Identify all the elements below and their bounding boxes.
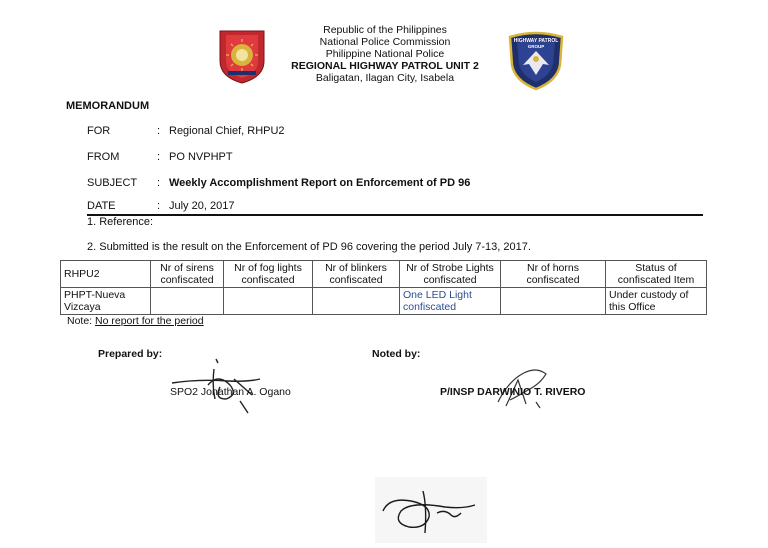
divider-rule bbox=[87, 214, 703, 216]
logo-text-bottom: GROUP bbox=[527, 44, 545, 49]
table-header-row bbox=[61, 261, 707, 288]
field-label: FROM bbox=[87, 151, 120, 163]
letterhead-line-unit: REGIONAL HIGHWAY PATROL UNIT 2 bbox=[291, 60, 479, 72]
field-value: Weekly Accomplishment Report on Enforcement of PD 96 bbox=[169, 177, 471, 189]
table-cell: One LED Light confiscated bbox=[400, 288, 501, 315]
table-cell bbox=[313, 288, 400, 315]
note-label: Note: bbox=[67, 315, 93, 327]
highway-patrol-group-logo bbox=[505, 31, 567, 91]
pnp-seal-logo bbox=[216, 27, 268, 85]
scanned-signature-box bbox=[375, 477, 487, 543]
table-header-cell: Nr of blinkers confiscated bbox=[313, 261, 400, 288]
letterhead-line-republic: Republic of the Philippines bbox=[323, 24, 447, 36]
field-colon: : bbox=[157, 125, 161, 137]
table-row bbox=[61, 288, 707, 315]
table-cell: Under custody of this Office bbox=[606, 288, 707, 315]
letterhead-line-napolcom: National Police Commission bbox=[319, 36, 451, 48]
table-header-cell: Nr of fog lights confiscated bbox=[224, 261, 313, 288]
paragraph-reference: 1. Reference: bbox=[87, 216, 154, 228]
prepared-by-label: Prepared by: bbox=[98, 348, 163, 360]
paragraph-submitted: 2. Submitted is the result on the Enforcement of PD 96 covering the period July 7-13, 2017. bbox=[87, 241, 531, 253]
field-value: July 20, 2017 bbox=[169, 200, 235, 212]
table-cell bbox=[224, 288, 313, 315]
enforcement-table bbox=[60, 260, 707, 315]
field-value: Regional Chief, RHPU2 bbox=[169, 125, 285, 137]
table-cell bbox=[151, 288, 224, 315]
field-label: FOR bbox=[87, 125, 111, 137]
field-subject bbox=[87, 177, 470, 189]
table-header-cell: Status of confiscated Item bbox=[606, 261, 707, 288]
field-from bbox=[87, 151, 233, 163]
field-colon: : bbox=[157, 151, 161, 163]
note-text: No report for the period bbox=[95, 315, 204, 327]
noted-by-label: Noted by: bbox=[372, 348, 421, 360]
table-header-cell: RHPU2 bbox=[61, 261, 151, 288]
field-for bbox=[87, 125, 285, 137]
table-cell bbox=[501, 288, 606, 315]
table-header-cell: Nr of Strobe Lights confiscated bbox=[400, 261, 501, 288]
table-cell: PHPT-Nueva Vizcaya bbox=[61, 288, 151, 315]
letterhead-line-pnp: Philippine National Police bbox=[325, 48, 445, 60]
field-label: DATE bbox=[87, 200, 116, 212]
memorandum-title: MEMORANDUM bbox=[66, 100, 150, 112]
noted-by-name: P/INSP DARWINIO T. RIVERO bbox=[440, 386, 586, 398]
field-date bbox=[87, 200, 234, 212]
letterhead-line-address: Baligatan, Ilagan City, Isabela bbox=[315, 72, 455, 84]
field-label: SUBJECT bbox=[87, 177, 138, 189]
prepared-by-name: SPO2 Jonathan A. Ogano bbox=[170, 386, 291, 398]
logo-text-top: HIGHWAY PATROL bbox=[513, 38, 559, 44]
table-header-cell: Nr of sirens confiscated bbox=[151, 261, 224, 288]
letterhead bbox=[260, 24, 510, 84]
scanned-signature bbox=[375, 477, 487, 543]
field-colon: : bbox=[157, 177, 161, 189]
field-colon: : bbox=[157, 200, 161, 212]
field-value: PO NVPHPT bbox=[169, 151, 233, 163]
table-header-cell: Nr of horns confiscated bbox=[501, 261, 606, 288]
note bbox=[67, 315, 204, 327]
